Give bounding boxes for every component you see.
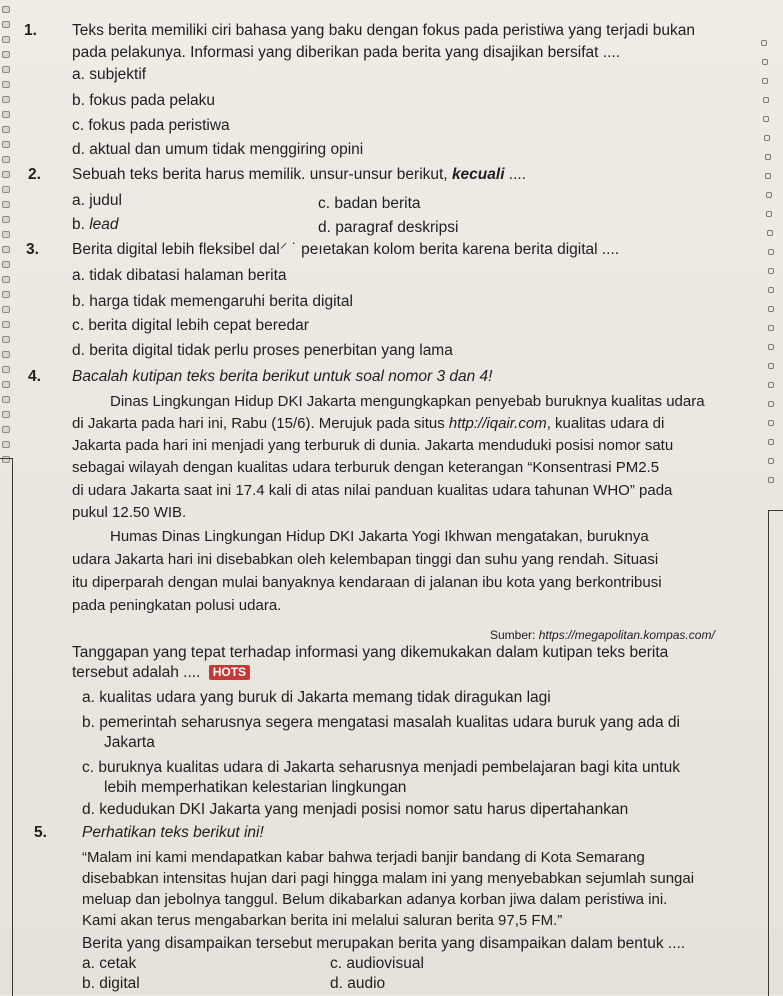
hots-badge: HOTS xyxy=(209,665,250,680)
source-citation xyxy=(490,626,715,644)
question-4-option-b-cont: Jakarta xyxy=(104,734,155,751)
margin-dot xyxy=(768,344,774,350)
source-label: Sumber: xyxy=(490,628,539,642)
binder-hole xyxy=(2,306,10,313)
question-2-stem-emphasis: kecuali xyxy=(451,166,505,183)
question-2-option-b-text: lead xyxy=(89,216,119,233)
passage-1-line-2 xyxy=(72,415,664,433)
question-3-option-c[interactable]: c. berita digital lebih cepat beredar xyxy=(72,317,309,334)
binder-hole xyxy=(2,111,10,118)
margin-dot xyxy=(768,363,774,369)
passage-1-line-6: pukul 12.50 WIB. xyxy=(72,504,187,521)
margin-box-right xyxy=(768,510,783,996)
question-4-option-b[interactable]: b. pemerintah seharusnya segera mengatasi masalah kualitas udara buruk yang ada di xyxy=(82,714,680,731)
margin-box-left xyxy=(0,458,13,996)
margin-dot xyxy=(765,173,771,179)
margin-dot xyxy=(768,249,774,255)
question-4-option-c-cont: lebih memperhatikan kelestarian lingkungan xyxy=(104,779,407,796)
question-4-option-d[interactable]: d. kedudukan DKI Jakarta yang menjadi posisi nomor satu harus dipertahankan xyxy=(82,801,629,818)
passage-1-line-2-text: di Jakarta pada hari ini, Rabu (15/6). Merujuk pada situs xyxy=(72,415,449,432)
binder-hole xyxy=(2,186,10,193)
binder-hole xyxy=(2,171,10,178)
binder-hole xyxy=(2,411,10,418)
margin-dot xyxy=(768,268,774,274)
passage-5-line-3: meluap dan jebolnya tanggul. Belum dikabarkan adanya korban jiwa dalam peristiwa ini. xyxy=(82,891,668,908)
question-2-number: 2. xyxy=(28,166,41,183)
question-4-question-line-2 xyxy=(72,664,250,682)
question-2-stem-ellipsis: .... xyxy=(504,166,527,183)
margin-dot xyxy=(768,287,774,293)
question-5-option-c[interactable]: c. audiovisual xyxy=(330,955,424,972)
question-3-option-b[interactable]: b. harga tidak memengaruhi berita digital xyxy=(72,293,353,310)
margin-dots xyxy=(761,40,777,510)
margin-dot xyxy=(762,59,768,65)
binder-holes xyxy=(0,0,14,520)
question-3-number: 3. xyxy=(26,241,39,258)
passage-5-line-2: disebabkan intensitas hujan dari pagi hingga malam ini yang menyebabkan sejumlah sungai xyxy=(82,870,695,887)
question-1-stem-line-1: Teks berita memiliki ciri bahasa yang baku dengan fokus pada peristiwa yang terjadi bukan xyxy=(72,22,695,39)
passage-2-line-4: pada peningkatan polusi udara. xyxy=(72,597,282,614)
question-4-option-c[interactable]: c. buruknya kualitas udara di Jakarta seharusnya menjadi pembelajaran bagi kita untuk xyxy=(82,759,680,776)
margin-dot xyxy=(768,458,774,464)
passage-2-line-2: udara Jakarta hari ini disebabkan oleh kelembapan tinggi dan suhu yang rendah. Situasi xyxy=(72,551,659,568)
binder-hole xyxy=(2,381,10,388)
binder-hole xyxy=(2,366,10,373)
margin-dot xyxy=(762,78,768,84)
margin-dot xyxy=(763,97,769,103)
margin-dot xyxy=(768,477,774,483)
binder-hole xyxy=(2,426,10,433)
question-4-instruction: Bacalah kutipan teks berita berikut untuk soal nomor 3 dan 4! xyxy=(72,368,493,385)
question-2-option-d[interactable]: d. paragraf deskripsi xyxy=(318,219,459,236)
margin-dot xyxy=(768,382,774,388)
margin-dot xyxy=(764,135,770,141)
passage-1-line-5: di udara Jakarta saat ini 17.4 kali di atas nilai panduan kualitas udara tahunan WHO” pada xyxy=(72,482,673,499)
binder-hole xyxy=(2,81,10,88)
binder-hole xyxy=(2,291,10,298)
binder-hole xyxy=(2,351,10,358)
passage-1-line-3: Jakarta pada hari ini menjadi yang terburuk di dunia. Jakarta menduduki posisi nomor satu xyxy=(72,437,674,454)
margin-dot xyxy=(763,116,769,122)
passage-1-line-2-end: , kualitas udara di xyxy=(546,415,665,432)
question-2-stem xyxy=(72,166,526,184)
margin-dot xyxy=(768,439,774,445)
binder-hole xyxy=(2,231,10,238)
margin-dot xyxy=(768,420,774,426)
margin-dot xyxy=(768,325,774,331)
margin-dot xyxy=(768,401,774,407)
binder-hole xyxy=(2,441,10,448)
question-2-option-a[interactable]: a. judul xyxy=(72,192,122,209)
passage-5-line-4: Kami akan terus mengabarkan berita ini melalui saluran berita 97,5 FM.” xyxy=(82,912,563,929)
question-2-option-b-letter: b. xyxy=(72,216,90,233)
question-5-option-a[interactable]: a. cetak xyxy=(82,955,137,972)
binder-hole xyxy=(2,6,10,13)
binder-hole xyxy=(2,51,10,58)
question-1-stem-line-2: pada pelakunya. Informasi yang diberikan pada berita yang disajikan bersifat .... xyxy=(72,44,621,61)
binder-hole xyxy=(2,261,10,268)
passage-2-line-3: itu diperparah dengan mulai banyaknya kendaraan di jalanan ibu kota yang berkontribusi xyxy=(72,574,662,591)
passage-5-line-1: “Malam ini kami mendapatkan kabar bahwa terjadi banjir bandang di Kota Semarang xyxy=(82,849,645,866)
binder-hole xyxy=(2,216,10,223)
binder-hole xyxy=(2,96,10,103)
binder-hole xyxy=(2,246,10,253)
question-1-option-b[interactable]: b. fokus pada pelaku xyxy=(72,92,216,109)
question-3-stem: Berita digital lebih fleksibel dal⸍ ˙ peıetakan kolom berita karena berita digital .... xyxy=(72,241,620,258)
margin-dot xyxy=(765,154,771,160)
margin-dot xyxy=(766,211,772,217)
question-1-option-c[interactable]: c. fokus pada peristiwa xyxy=(72,117,230,134)
question-5-question: Berita yang disampaikan tersebut merupakan berita yang disampaikan dalam bentuk .... xyxy=(82,935,686,952)
question-2-option-b[interactable] xyxy=(72,216,119,234)
question-5-option-b[interactable]: b. digital xyxy=(82,975,140,992)
binder-hole xyxy=(2,276,10,283)
binder-hole xyxy=(2,156,10,163)
binder-hole xyxy=(2,201,10,208)
margin-dot xyxy=(768,306,774,312)
binder-hole xyxy=(2,36,10,43)
margin-dot xyxy=(766,192,772,198)
question-4-question-line-1: Tanggapan yang tepat terhadap informasi yang dikemukakan dalam kutipan teks berita xyxy=(72,644,669,661)
margin-dot xyxy=(767,230,773,236)
question-4-option-a[interactable]: a. kualitas udara yang buruk di Jakarta memang tidak diragukan lagi xyxy=(82,689,551,706)
question-5-instruction: Perhatikan teks berikut ini! xyxy=(82,824,264,841)
passage-1-line-4: sebagai wilayah dengan kualitas udara terburuk dengan keterangan “Konsentrasi PM2.5 xyxy=(72,459,660,476)
binder-hole xyxy=(2,21,10,28)
question-4-question-text: tersebut adalah .... xyxy=(72,664,205,681)
question-1-option-d[interactable]: d. aktual dan umum tidak menggiring opini xyxy=(72,141,364,158)
margin-dot xyxy=(761,40,767,46)
question-3-option-d[interactable]: d. berita digital tidak perlu proses penerbitan yang lama xyxy=(72,342,453,359)
binder-hole xyxy=(2,66,10,73)
question-2-option-c[interactable]: c. badan berita xyxy=(318,195,421,212)
question-1-number: 1. xyxy=(24,22,37,39)
question-4-number: 4. xyxy=(28,368,41,385)
binder-hole xyxy=(2,336,10,343)
question-5-number: 5. xyxy=(34,824,47,841)
passage-1-url[interactable]: http://iqair.com xyxy=(448,415,547,432)
binder-hole xyxy=(2,321,10,328)
source-url[interactable]: https://megapolitan.kompas.com/ xyxy=(538,628,715,642)
question-3-option-a[interactable]: a. tidak dibatasi halaman berita xyxy=(72,267,287,284)
binder-hole xyxy=(2,396,10,403)
binder-hole xyxy=(2,141,10,148)
binder-hole xyxy=(2,126,10,133)
question-1-option-a[interactable]: a. subjektif xyxy=(72,66,147,83)
question-2-stem-text: Sebuah teks berita harus memilik. unsur-unsur berikut, xyxy=(72,166,452,183)
passage-1-line-1: Dinas Lingkungan Hidup DKI Jakarta mengungkapkan penyebab buruknya kualitas udara xyxy=(110,393,705,410)
question-5-option-d[interactable]: d. audio xyxy=(330,975,386,992)
passage-2-line-1: Humas Dinas Lingkungan Hidup DKI Jakarta Yogi Ikhwan mengatakan, buruknya xyxy=(110,528,649,545)
